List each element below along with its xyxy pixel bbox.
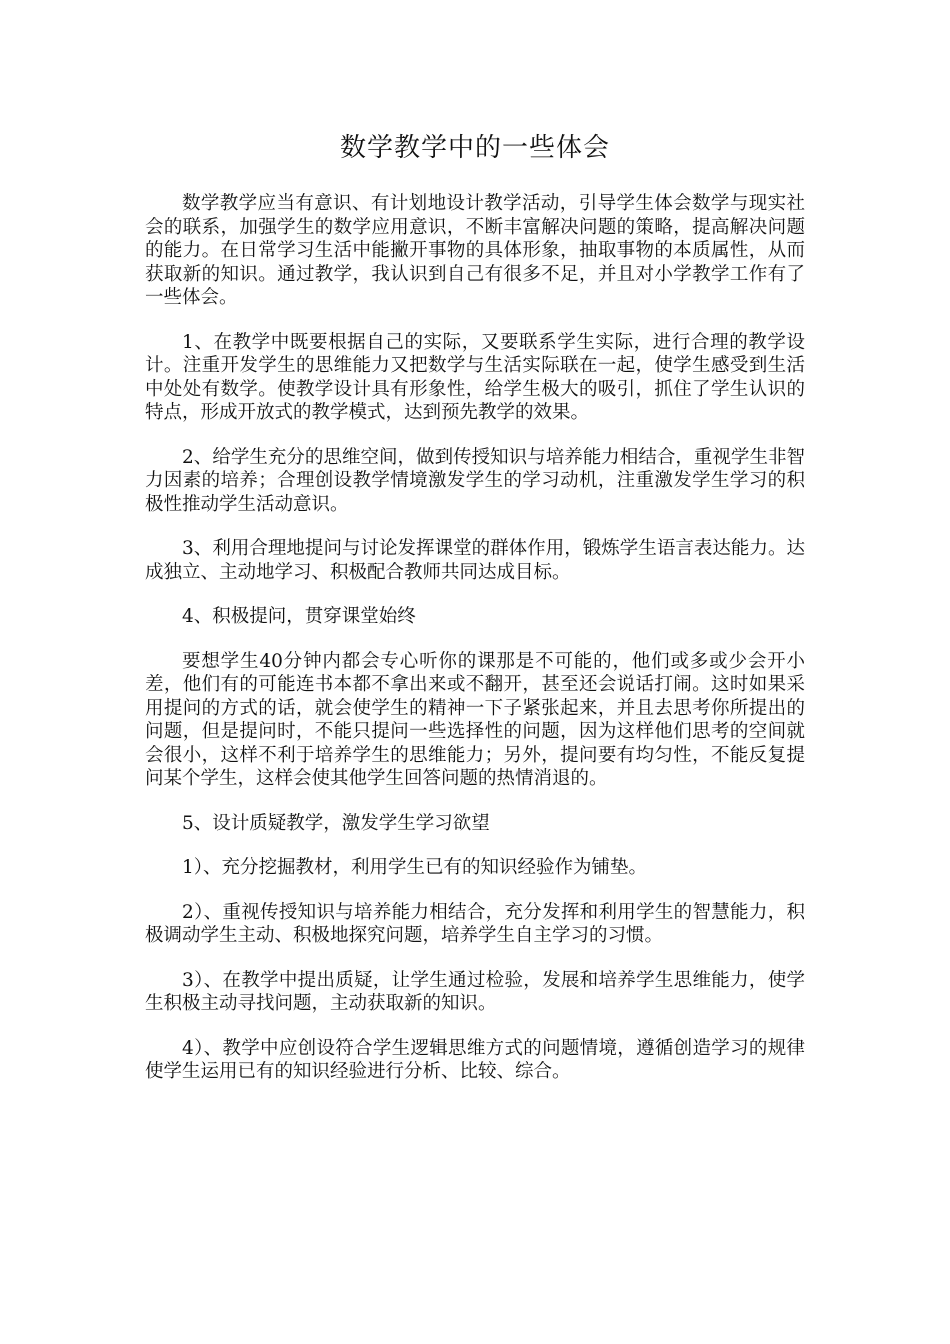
paragraph-point-4-body: 要想学生40分钟内都会专心听你的课那是不可能的，他们或多或少会开小差，他们有的可能连书本都不拿出来或不翻开，甚至还会说话打闹。这时如果采用提问的方式的话，就会使学生的精神一下子紧张起来，并且去思考你所提出的问题，但是提问时，不能只提问一些选择性的问题，因为这样他们思考的空间就会很小，这样不利于培养学生的思维能力；另外，提问要有均匀性，不能反复提问某个学生，这样会使其他学生回答问题的热情消退的。 <box>145 650 805 789</box>
document-title: 数学教学中的一些体会 <box>339 133 610 163</box>
paragraph-point-2: 2、给学生充分的思维空间，做到传授知识与培养能力相结合，重视学生非智力因素的培养；合理创设教学情境激发学生的学习动机，注重激发学生学习的积极性推动学生活动意识。 <box>145 446 805 515</box>
paragraph-subpoint-2: 2）、重视传授知识与培养能力相结合，充分发挥和利用学生的智慧能力，积极调动学生主动、积极地探究问题，培养学生自主学习的习惯。 <box>145 901 805 946</box>
paragraph-point-3: 3、利用合理地提问与讨论发挥课堂的群体作用，锻炼学生语言表达能力。达成独立、主动地学习、积极配合教师共同达成目标。 <box>145 538 805 583</box>
paragraph-subpoint-3: 3）、在教学中提出质疑，让学生通过检验，发展和培养学生思维能力，使学生积极主动寻找问题，主动获取新的知识。 <box>145 969 805 1014</box>
paragraph-point-4-heading: 4、积极提问，贯穿课堂始终 <box>182 606 416 627</box>
paragraph-subpoint-4: 4）、教学中应创设符合学生逻辑思维方式的问题情境，遵循创造学习的规律使学生运用已有的知识经验进行分析、比较、综合。 <box>145 1037 805 1082</box>
paragraph-point-5-heading: 5、设计质疑教学，激发学生学习欲望 <box>182 812 490 834</box>
paragraph-point-1: 1、在教学中既要根据自己的实际，又要联系学生实际，进行合理的教学设计。注重开发学生的思维能力又把数学与生活实际联在一起，使学生感受到生活中处处有数学。使教学设计具有形象性，给学生极大的吸引，抓住了学生认识的特点，形成开放式的教学模式，达到预先教学的效果。 <box>145 331 805 423</box>
paragraph-intro: 数学教学应当有意识、有计划地设计教学活动，引导学生体会数学与现实社会的联系，加强学生的数学应用意识，不断丰富解决问题的策略，提高解决问题的能力。在日常学习生活中能撇开事物的具体形象，抽取事物的本质属性，从而获取新的知识。通过教学，我认识到自己有很多不足，并且对小学教学工作有了一些体会。 <box>145 193 805 308</box>
document-page <box>145 128 805 1105</box>
paragraph-subpoint-1: 1）、充分挖掘教材，利用学生已有的知识经验作为铺垫。 <box>182 857 648 878</box>
